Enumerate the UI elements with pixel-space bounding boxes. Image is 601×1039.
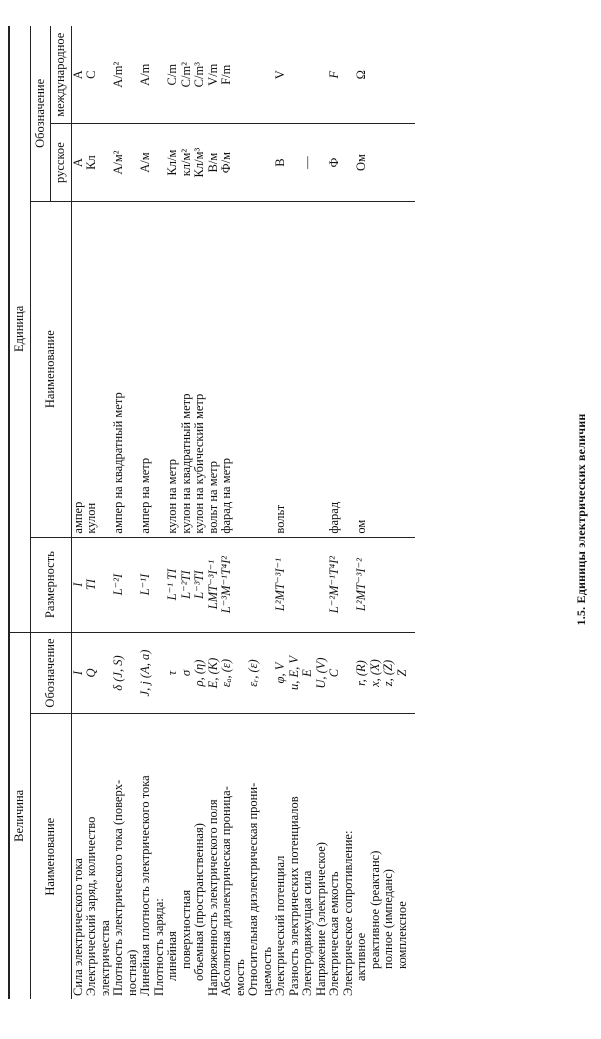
unit-international: F/m [220, 26, 234, 124]
quantity-name: Электрическое сопротивление: [340, 830, 355, 996]
unit-russian: Кл/м³ [193, 124, 207, 201]
quantity-name: емость [232, 959, 247, 996]
unit-russian: Кл [85, 124, 99, 201]
units-table [8, 26, 415, 999]
unit-international [153, 26, 167, 124]
unit-name: ампер [71, 201, 85, 537]
quantity-symbol: C [328, 632, 342, 714]
unit-international [247, 26, 261, 124]
dimension-cell: L⁻²TI [180, 537, 194, 632]
quantity-name: Электрический потенциал [273, 855, 287, 996]
header-row-2 [30, 26, 51, 999]
unit-russian [153, 124, 167, 201]
unit-international [288, 26, 302, 124]
table-row [166, 26, 180, 999]
header-dimension: Размерность [30, 537, 71, 632]
table-row [328, 26, 342, 999]
table-row [193, 26, 207, 999]
unit-name: кулон [85, 201, 99, 537]
quantity-name: ностная) [124, 949, 139, 996]
unit-russian: кл/м² [180, 124, 194, 201]
quantity-symbol: τ [166, 632, 180, 714]
unit-international: C/m [166, 26, 180, 124]
table-row [261, 26, 275, 999]
unit-international [396, 26, 416, 124]
table-row [207, 26, 221, 999]
table-row [71, 26, 85, 999]
unit-name: вольт [274, 201, 288, 537]
unit-international: C [85, 26, 99, 124]
unit-name [247, 201, 261, 537]
header-designation: Обозначение [30, 26, 51, 201]
unit-international [382, 26, 396, 124]
table-title: 1.5. Единицы электрических величин [574, 413, 588, 626]
dimension-cell [261, 537, 275, 632]
quantity-symbol: I [71, 632, 85, 714]
header-russian: русское [51, 124, 72, 201]
dimension-cell: I [71, 537, 85, 632]
quantity-name: Сила электрического тока [70, 858, 85, 996]
unit-name: кулон на квадратный метр [180, 201, 194, 537]
table-row [126, 26, 140, 999]
unit-russian: Ф/м [220, 124, 234, 201]
dimension-cell: L⁻³TI [193, 537, 207, 632]
quantity-symbol: J, j (A, a) [139, 632, 153, 714]
quantity-symbol [261, 632, 275, 714]
unit-international [315, 26, 329, 124]
unit-russian [247, 124, 261, 201]
table-row [396, 26, 416, 999]
unit-name [396, 201, 416, 537]
quantity-symbol: εₐ, (ε) [220, 632, 234, 714]
table-row [99, 26, 113, 999]
table-row [247, 26, 261, 999]
unit-international [99, 26, 113, 124]
unit-international [234, 26, 248, 124]
quantity-symbol [342, 632, 356, 714]
unit-name: вольт на метр [207, 201, 221, 537]
dimension-cell [396, 537, 416, 632]
quantity-symbol [234, 632, 248, 714]
unit-international: C/m² [180, 26, 194, 124]
unit-russian [396, 124, 416, 201]
unit-international: V/m [207, 26, 221, 124]
unit-international [126, 26, 140, 124]
unit-name: ом [355, 201, 369, 537]
unit-name [301, 201, 315, 537]
unit-name: кулон на метр [166, 201, 180, 537]
unit-russian [234, 124, 248, 201]
dimension-cell: L²MT⁻³I⁻¹ [274, 537, 288, 632]
unit-name [315, 201, 329, 537]
dimension-cell [342, 537, 356, 632]
quantity-name: Линейная плотность электрического тока [138, 775, 152, 996]
quantity-name: Напряжение (электрическое) [313, 842, 328, 996]
dimension-cell: L⁻¹ TI [166, 537, 180, 632]
quantity-name: Относительная диэлектрическая прони- [246, 782, 260, 996]
unit-russian: Ф [328, 124, 342, 201]
unit-name [126, 201, 140, 537]
unit-international: C/m³ [193, 26, 207, 124]
table-row [234, 26, 248, 999]
unit-russian [261, 124, 275, 201]
quantity-name: электричества [97, 920, 112, 996]
quantity-symbol: εᵣ, (ε) [247, 632, 261, 714]
quantity-symbol [153, 632, 167, 714]
unit-name [288, 201, 302, 537]
unit-russian [288, 124, 302, 201]
dimension-cell: L⁻³M⁻¹T⁴I² [220, 537, 234, 632]
unit-international: A/m² [112, 26, 126, 124]
quantity-symbol: u, E, V [288, 632, 302, 714]
dimension-cell [234, 537, 248, 632]
unit-russian [382, 124, 396, 201]
unit-russian: В [274, 124, 288, 201]
header-name: Наименование [30, 714, 71, 999]
unit-russian [126, 124, 140, 201]
dimension-cell [382, 537, 396, 632]
header-unit-name: Наименование [30, 201, 71, 537]
dimension-cell: L⁻²M⁻¹T⁴I² [328, 537, 342, 632]
quantity-symbol: Q [85, 632, 99, 714]
dimension-cell: L⁻²I [112, 537, 126, 632]
table-row [301, 26, 315, 999]
unit-name: ампер на метр [139, 201, 153, 537]
unit-russian: — [301, 124, 315, 201]
table-row [139, 26, 153, 999]
quantity-name: реактивное (реактанс) [367, 850, 382, 969]
dimension-cell: L⁻¹I [139, 537, 153, 632]
quantity-name: комплексное [394, 901, 409, 969]
dimension-cell [126, 537, 140, 632]
unit-international: A/m [139, 26, 153, 124]
dimension-cell [247, 537, 261, 632]
unit-international [369, 26, 383, 124]
quantity-symbol: U, (V) [315, 632, 329, 714]
unit-name: ампер на квадратный метр [112, 201, 126, 537]
unit-russian [342, 124, 356, 201]
table-row [112, 26, 126, 999]
quantity-symbol: δ (J, S) [112, 632, 126, 714]
quantity-name: полное (импеданс) [381, 869, 395, 969]
unit-name [261, 201, 275, 537]
unit-russian: Кл/м [166, 124, 180, 201]
quantity-symbol: Z [396, 632, 416, 714]
quantity-name: объемная (пространственная) [192, 823, 206, 981]
unit-name [153, 201, 167, 537]
quantity-name: Электрическая емкость [327, 871, 341, 996]
unit-name [382, 201, 396, 537]
unit-russian: Ом [355, 124, 369, 201]
unit-russian: А/м [139, 124, 153, 201]
table-row [153, 26, 167, 999]
unit-international: Ω [355, 26, 369, 124]
header-row-1 [9, 26, 30, 999]
unit-russian [315, 124, 329, 201]
unit-name [369, 201, 383, 537]
quantity-symbol: σ [180, 632, 194, 714]
unit-name: кулон на кубический метр [193, 201, 207, 537]
unit-russian: А/м² [112, 124, 126, 201]
table-row [382, 26, 396, 999]
dimension-cell [315, 537, 329, 632]
quantity-symbol: x, (X) [369, 632, 383, 714]
dimension-cell: L²MT⁻³I⁻² [355, 537, 369, 632]
quantity-name: цаемость [259, 947, 274, 996]
quantity-name: активное [354, 932, 368, 981]
unit-russian [369, 124, 383, 201]
dimension-cell [369, 537, 383, 632]
dimension-cell: TI [85, 537, 99, 632]
quantity-name: Абсолютная диэлектрическая проница- [219, 786, 233, 996]
table-row [355, 26, 369, 999]
header-symbol: Обозначение [30, 632, 71, 714]
quantity-symbol: E, (K) [207, 632, 221, 714]
header-quantity: Величина [9, 632, 30, 999]
quantity-symbol: φ, V [274, 632, 288, 714]
table-row [220, 26, 234, 999]
unit-international: F [328, 26, 342, 124]
unit-russian: А [71, 124, 85, 201]
table-row [274, 26, 288, 999]
table-row [288, 26, 302, 999]
dimension-cell [153, 537, 167, 632]
unit-name [234, 201, 248, 537]
unit-name: фарад [328, 201, 342, 537]
table-row [85, 26, 99, 999]
quantity-name: линейная [165, 931, 179, 981]
quantity-name: Разность электрических потенциалов [286, 796, 301, 996]
quantity-symbol: r, (R) [355, 632, 369, 714]
unit-international [342, 26, 356, 124]
quantity-name: Напряженность электрического поля [205, 799, 220, 996]
quantity-name: Электродвижущая сила [300, 870, 314, 996]
unit-russian: В/м [207, 124, 221, 201]
table-row [315, 26, 329, 999]
dimension-cell [99, 537, 113, 632]
unit-international [301, 26, 315, 124]
unit-name [342, 201, 356, 537]
unit-name [99, 201, 113, 537]
quantity-symbol: z, (Z) [382, 632, 396, 714]
quantity-name: Плотность электрического тока (поверх- [111, 779, 125, 996]
quantity-symbol: ρ, (η) [193, 632, 207, 714]
quantity-symbol [126, 632, 140, 714]
table-row [342, 26, 356, 999]
table-row [180, 26, 194, 999]
dimension-cell [288, 537, 302, 632]
header-unit: Единица [9, 26, 30, 632]
header-international: международное [51, 26, 72, 124]
dimension-cell: LMT⁻³I⁻¹ [207, 537, 221, 632]
quantity-name: Электрический заряд, количество [84, 816, 98, 996]
quantity-symbol [99, 632, 113, 714]
table-row [369, 26, 383, 999]
unit-international: A [71, 26, 85, 124]
quantity-symbol: E [301, 632, 315, 714]
unit-international: V [274, 26, 288, 124]
unit-international [261, 26, 275, 124]
quantity-name: Плотность заряда: [151, 898, 166, 996]
unit-name: фарад на метр [220, 201, 234, 537]
unit-russian [99, 124, 113, 201]
quantity-name: поверхностная [178, 889, 193, 969]
dimension-cell [301, 537, 315, 632]
